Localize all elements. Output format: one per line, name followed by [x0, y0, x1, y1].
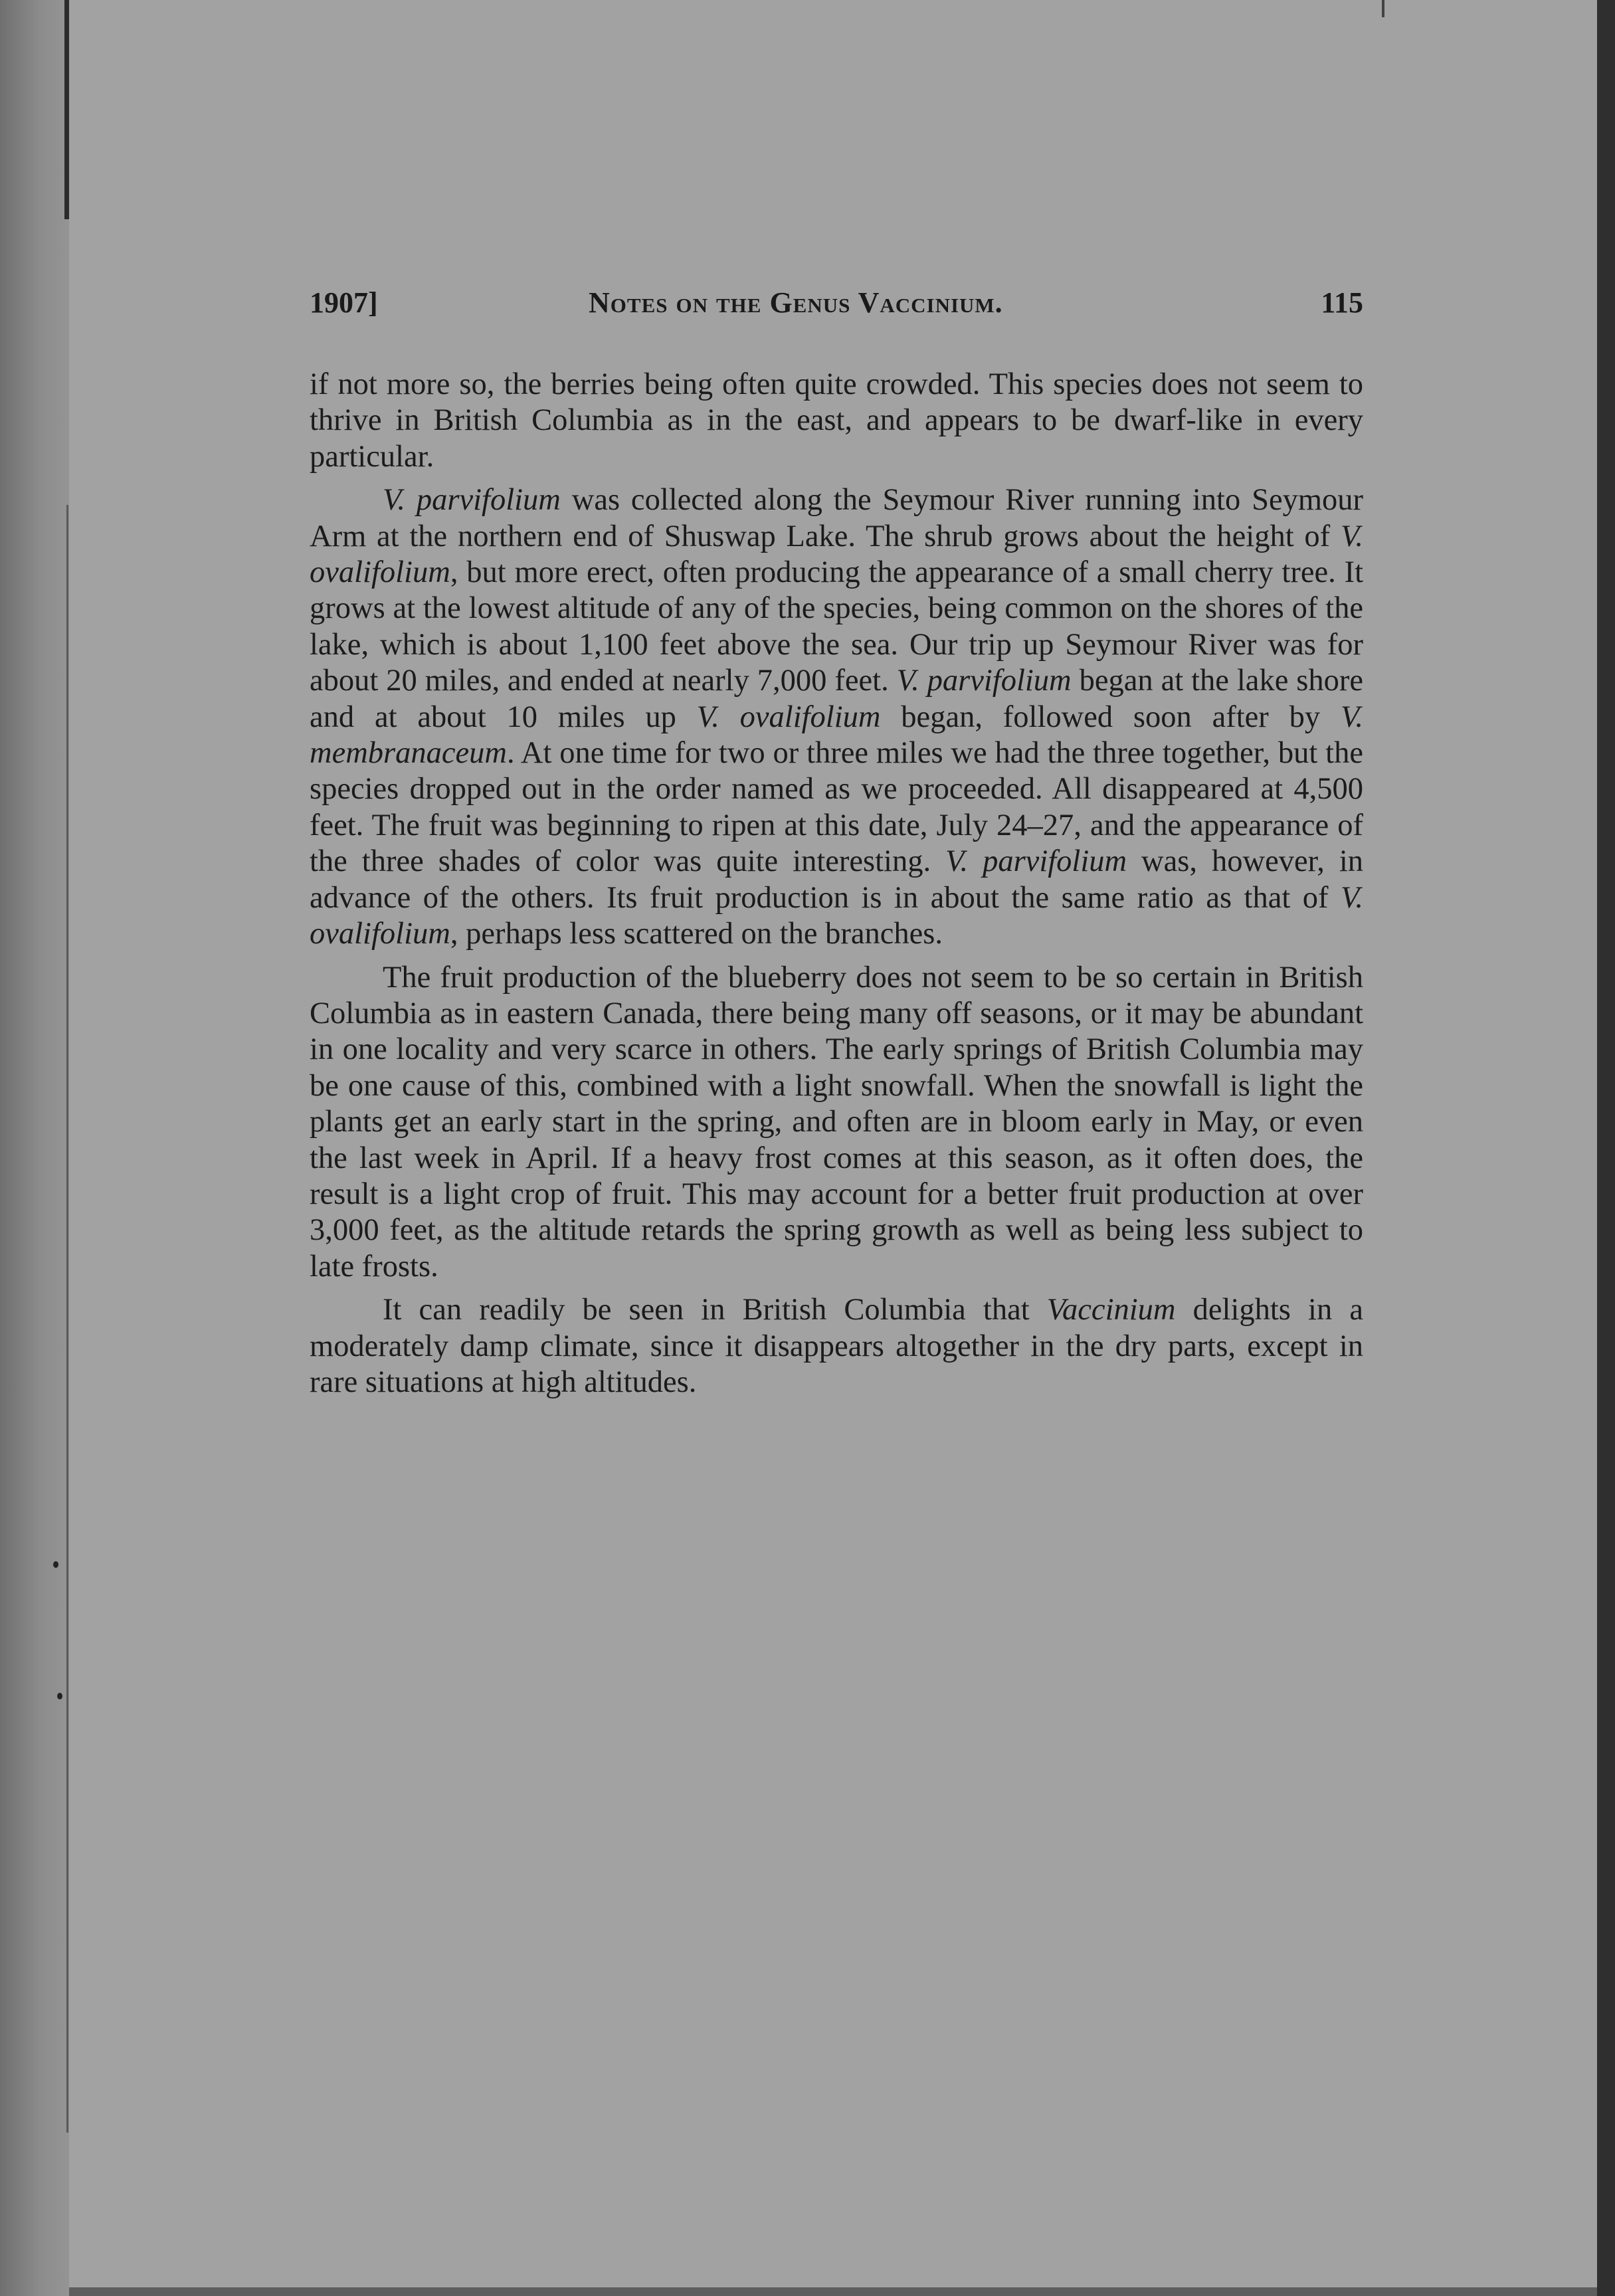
gutter-shadow [64, 0, 69, 219]
margin-speck [53, 1561, 58, 1568]
italic-species-name: V. ovalifolium [696, 700, 881, 734]
text-run: was collected along the Seymour River running into Seymour Arm at the northern end of Shuswap Lake. The shrub grows about the height of [310, 483, 1363, 553]
text-run: began at the lake shore and at about 10 miles up [310, 664, 1364, 734]
text-run: It can readily be seen in British Columbia that [383, 1293, 1047, 1327]
running-head [310, 286, 1363, 326]
paragraph [310, 367, 1363, 475]
margin-speck [57, 1693, 62, 1699]
text-run: , but more erect, often producing the appearance of a small cherry tree. It grows at the lowest altitude of any of the species, being common on the shores of the lake, which is about 1,100 feet above the sea. Our trip up Seymour River was for about 20 miles, and ended at nearly 7,000 feet. [310, 555, 1363, 698]
italic-species-name: V. ovalifolium [310, 880, 1363, 951]
right-page-edge [1597, 0, 1615, 2296]
text-run: began, followed soon after by [880, 700, 1341, 734]
italic-species-name: V. parvifolium [945, 844, 1127, 879]
text-run: if not more so, the berries being often quite crowded. This species does not seem to thrive in British Columbia as in the east, and appears to be dwarf-like in every particular. [310, 367, 1363, 474]
paragraph [310, 1292, 1363, 1400]
paragraph [310, 482, 1363, 952]
header-year: 1907] [310, 286, 378, 319]
paragraph [310, 960, 1363, 1286]
body-text [310, 367, 1363, 1400]
italic-species-name: V. membranaceum [310, 700, 1363, 771]
text-run: . At one time for two or three miles we had the three together, but the species dropped out in the order named as we proceeded. All disappeared at 4,500 feet. The fruit was beginning to ripen at this date, July 24–27, and the appearance of the three shades of color was quite interesting. [310, 736, 1363, 879]
header-title: Notes on the Genus Vaccinium. [589, 286, 1003, 319]
italic-species-name: V. ovalifolium [310, 519, 1363, 590]
text-run: delights in a moderately damp climate, since it disappears altogether in the dry parts, except in rare situations at high altitudes. [310, 1293, 1363, 1399]
text-run: , perhaps less scattered on the branches. [450, 917, 943, 951]
page-number: 115 [1321, 286, 1363, 319]
italic-species-name: V. parvifolium [896, 664, 1072, 698]
italic-species-name: V. parvifolium [383, 483, 561, 518]
text-run: The fruit production of the blueberry does not seem to be so certain in British Columbia as in eastern Canada, there being many off seasons, or it may be abundant in one locality and very scarce in others. The early springs of British Columbia may be one cause of this, combined with a light snowfall. When the snowfall is light the plants get an early start in the spring, and often are in bloom early in May, or even the last week in April. If a heavy frost comes at this season, as it often does, the result is a light crop of fruit. This may account for a better fruit production at over 3,000 feet, as the altitude retards the spring growth as well as being less subject to late frosts. [310, 960, 1363, 1284]
text-run: was, however, in advance of the others. Its fruit production is in about the same ratio as that of [310, 844, 1363, 915]
bottom-page-edge [69, 2287, 1597, 2296]
scan-corner-mark [1382, 0, 1384, 17]
italic-species-name: Vaccinium [1046, 1293, 1176, 1327]
gutter-shadow-lower [66, 505, 68, 2133]
